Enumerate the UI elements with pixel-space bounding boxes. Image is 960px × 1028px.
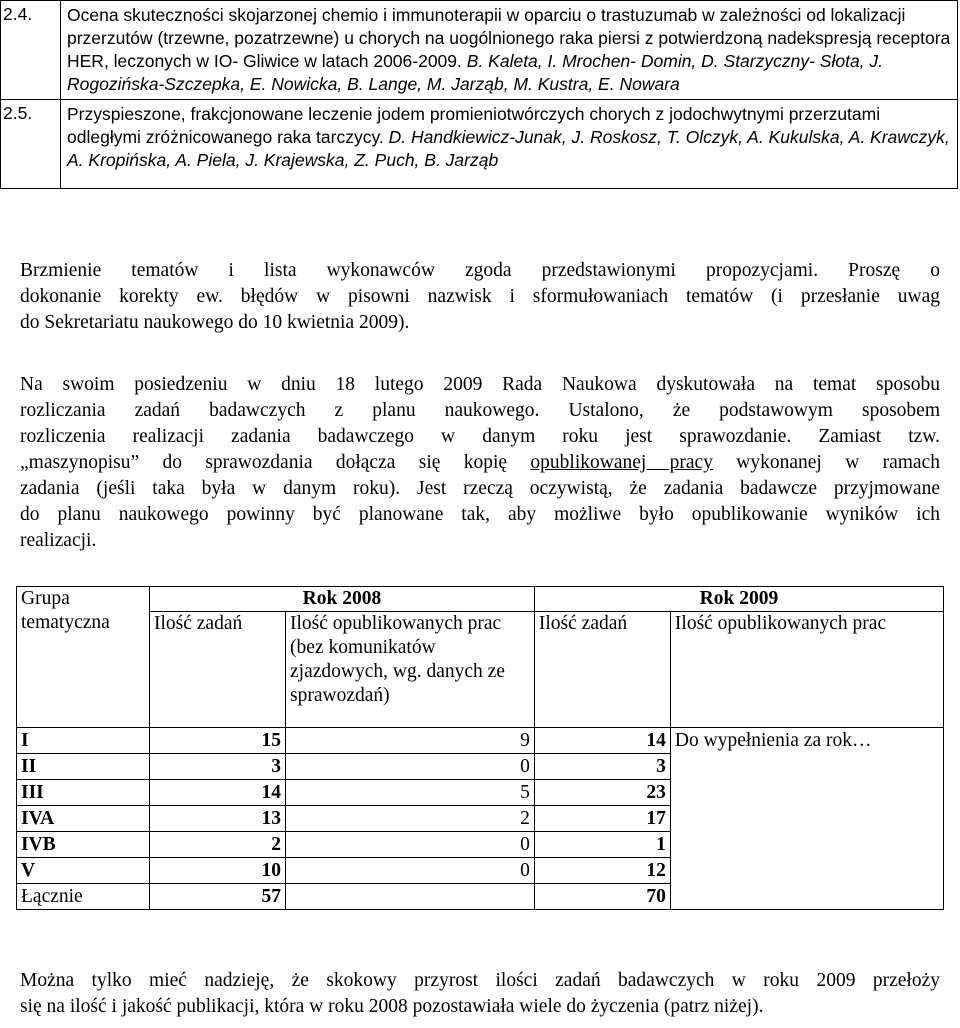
item-title: Ocena skuteczności skojarzonej chemio i immunoterapii w oparciu o trastuzumab w zależności od lokalizacji przerzutów (trzewne, pozatrzewne) u chorych na uogólnionego raka piersi z potwierdzoną nadekspresją receptora HER, leczonych w IO- Gliwice w latach 2006-2009. [67, 5, 951, 71]
cell-pubs-2008: 2 [286, 806, 535, 832]
tasks-table [16, 586, 944, 910]
text-line: się na ilość i jakość publikacji, która w roku 2008 pozostawiała wiele do życzenia (patrz niżej). [20, 996, 764, 1017]
item-body [61, 1, 958, 100]
text-segment: „maszynopisu” do sprawozdania dołącza się kopię [20, 452, 531, 473]
cell-group: V [17, 858, 150, 884]
cell-pubs-2008: 5 [286, 780, 535, 806]
item-number: 2.4. [1, 1, 61, 100]
text-line [20, 450, 940, 476]
text-line: Na swoim posiedzeniu w dniu 18 lutego 2009 Rada Naukowa dyskutowała na temat sposobu [20, 374, 940, 395]
cell-pubs-2008 [286, 884, 535, 910]
text-line: rozliczenia realizacji zadania badawczego w danym roku jest sprawozdanie. Zamiast tzw. [20, 426, 940, 447]
table-row [17, 728, 944, 754]
table-subheader-row [17, 612, 944, 728]
item-number: 2.5. [1, 100, 61, 189]
header-year-2009: Rok 2009 [534, 587, 943, 612]
text-line: rozliczania zadań badawczych z planu naukowego. Ustalono, że podstawowym sposobem [20, 400, 940, 421]
text-line: realizacji. [20, 530, 97, 551]
header-pubs-2008: Ilość opublikowanych prac (bez komunikatów zjazdowych, wg. danych ze sprawozdań) [286, 612, 535, 728]
item-title: Przyspieszone, frakcjonowane leczenie jodem promieniotwórczych chorych z jodochwytnymi przerzutami odległymi zróżnicowanego raka tarczycy. [67, 104, 881, 147]
cell-group: II [17, 754, 150, 780]
cell-group: IVB [17, 832, 150, 858]
paragraph-proposals [20, 258, 940, 336]
cell-tasks-2009: 14 [534, 728, 670, 754]
cell-group: III [17, 780, 150, 806]
cell-pubs-2008: 0 [286, 858, 535, 884]
header-tasks-2009: Ilość zadań [534, 612, 670, 728]
text-line: Brzmienie tematów i lista wykonawców zgoda przedstawionymi propozycjami. Proszę o [20, 260, 940, 281]
item-authors: B. Kaleta, I. Mrochen- Domin, D. Starzyczny- Słota, J. Rogozińska-Szczepka, E. Nowicka, B. Lange, M. Jarząb, M. Kustra, E. Nowara [67, 51, 884, 94]
text-line: Można tylko mieć nadzieję, że skokowy przyrost ilości zadań badawczych w roku 2009 przełoży [20, 970, 940, 991]
items-table [0, 0, 958, 189]
cell-tasks-2008: 2 [150, 832, 286, 858]
cell-tasks-2008: 3 [150, 754, 286, 780]
cell-tasks-2008: 10 [150, 858, 286, 884]
header-year-2008: Rok 2008 [150, 587, 535, 612]
cell-tasks-2009: 17 [534, 806, 670, 832]
text-line: do Sekretariatu naukowego do 10 kwietnia 2009). [20, 312, 410, 333]
paragraph-hope [20, 968, 940, 1020]
header-group: Grupa tematyczna [17, 587, 150, 728]
header-tasks-2008: Ilość zadań [150, 612, 286, 728]
cell-pubs-2008: 0 [286, 754, 535, 780]
header-pubs-2009: Ilość opublikowanych prac [670, 612, 943, 728]
paragraph-council [20, 372, 940, 554]
cell-pubs-2009-note: Do wypełnienia za rok… [670, 728, 943, 910]
cell-group: IVA [17, 806, 150, 832]
text-line: zadania (jeśli taka była w danym roku). Jest rzeczą oczywistą, że zadania badawcze przyjmowane [20, 478, 940, 499]
item-body [61, 100, 958, 189]
cell-pubs-2008: 0 [286, 832, 535, 858]
item-row [1, 100, 958, 189]
text-line: do planu naukowego powinny być planowane tak, aby możliwe było opublikowanie wyników ich [20, 504, 940, 525]
cell-group: Łącznie [17, 884, 150, 910]
cell-tasks-2009: 70 [534, 884, 670, 910]
item-row [1, 1, 958, 100]
cell-tasks-2009: 1 [534, 832, 670, 858]
text-segment: wykonanej w ramach [712, 452, 940, 473]
cell-tasks-2008: 57 [150, 884, 286, 910]
cell-tasks-2008: 15 [150, 728, 286, 754]
text-line: dokonanie korekty ew. błędów w pisowni nazwisk i sformułowaniach tematów (i przesłanie uwag [20, 286, 940, 307]
underlined-text: opublikowanej pracy [530, 452, 713, 473]
table-header-row [17, 587, 944, 612]
item-authors: D. Handkiewicz-Junak, J. Roskosz, T. Olczyk, A. Kukulska, A. Krawczyk, A. Kropińska, A. Piela, J. Krajewska, Z. Puch, B. Jarząb [67, 127, 950, 170]
cell-tasks-2009: 12 [534, 858, 670, 884]
cell-tasks-2009: 3 [534, 754, 670, 780]
cell-tasks-2008: 14 [150, 780, 286, 806]
cell-tasks-2009: 23 [534, 780, 670, 806]
cell-pubs-2008: 9 [286, 728, 535, 754]
cell-tasks-2008: 13 [150, 806, 286, 832]
cell-group: I [17, 728, 150, 754]
